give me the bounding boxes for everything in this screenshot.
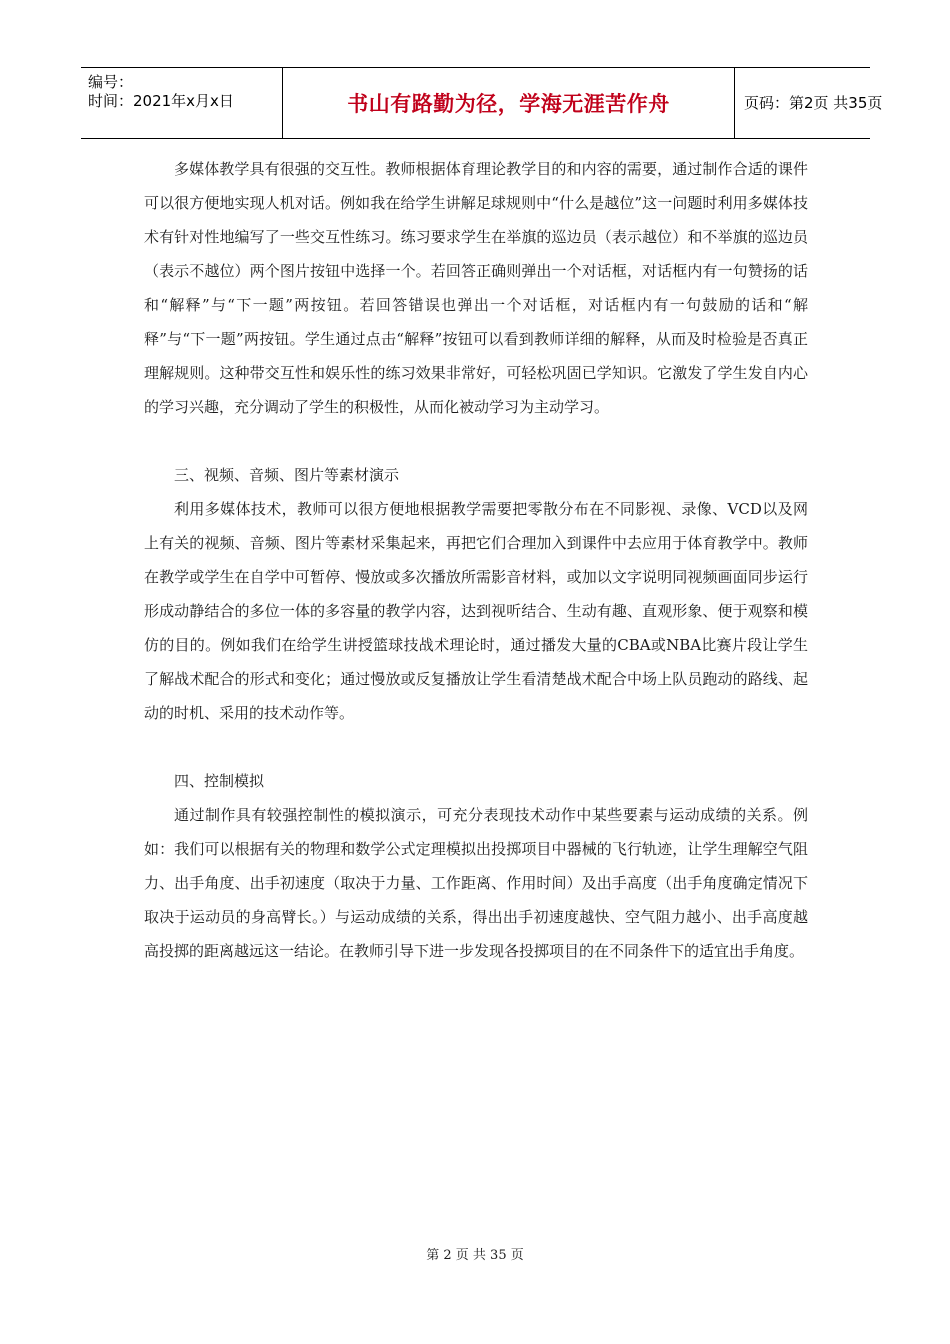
page-header: [81, 67, 883, 139]
header-page-info: 页码：第2页 共35页: [744, 94, 883, 112]
header-motto-cell: [283, 68, 735, 138]
header-motto: 书山有路勤为径，学海无涯苦作舟: [347, 92, 670, 116]
paragraph-spacer: [144, 730, 808, 764]
document-body: [144, 152, 808, 968]
document-number-label: 编号：: [88, 73, 134, 91]
section-heading-simulation: 四、控制模拟: [174, 772, 265, 790]
paragraph-spacer: [144, 424, 808, 458]
header-page-cell: [735, 68, 883, 138]
section-heading-media: 三、视频、音频、图片等素材演示: [174, 466, 400, 484]
paragraph-media: 利用多媒体技术，教师可以很方便地根据教学需要把零散分布在不同影视、录像、VCD以及网上有关的视频、音频、图片等素材采集起来，再把它们合理加入到课件中去应用于体育教学中。教师在教学或学生在自学中可暂停、慢放或多次播放所需影音材料，或加以文字说明同视频画面同步运行形成动静结合的多位一体的多容量的教学内容，达到视听结合、生动有趣、直观形象、便于观察和模仿的目的。例如我们在给学生讲授篮球技战术理论时，通过播发大量的CBA或NBA比赛片段让学生了解战术配合的形式和变化；通过慢放或反复播放让学生看清楚战术配合中场上队员跑动的路线、起动的时机、采用的技术动作等。: [144, 500, 808, 722]
paragraph-interactivity: 多媒体教学具有很强的交互性。教师根据体育理论教学目的和内容的需要，通过制作合适的课件可以很方便地实现人机对话。例如我在给学生讲解足球规则中“什么是越位”这一问题时利用多媒体技术有针对性地编写了一些交互性练习。练习要求学生在举旗的巡边员（表示越位）和不举旗的巡边员（表示不越位）两个图片按钮中选择一个。若回答正确则弹出一个对话框，对话框内有一句赞扬的话和“解释”与“下一题”两按钮。若回答错误也弹出一个对话框，对话框内有一句鼓励的话和“解释”与“下一题”两按钮。学生通过点击“解释”按钮可以看到教师详细的解释，从而及时检验是否真正理解规则。这种带交互性和娱乐性的练习效果非常好，可轻松巩固已学知识。它激发了学生发自内心的学习兴趣，充分调动了学生的积极性，从而化被动学习为主动学习。: [144, 160, 808, 416]
page-footer: 第 2 页 共 35 页: [426, 1248, 524, 1263]
paragraph-simulation: 通过制作具有较强控制性的模拟演示，可充分表现技术动作中某些要素与运动成绩的关系。例如：我们可以根据有关的物理和数学公式定理模拟出投掷项目中器械的飞行轨迹，让学生理解空气阻力、出手角度、出手初速度（取决于力量、工作距离、作用时间）及出手高度（出手角度确定情况下取决于运动员的身高臂长。）与运动成绩的关系，得出出手初速度越快、空气阻力越小、出手高度越高投掷的距离越远这一结论。在教师引导下进一步发现各投掷项目的在不同条件下的适宜出手角度。: [144, 806, 808, 960]
document-date-label: 时间：2021年x月x日: [88, 92, 234, 110]
header-meta-cell: [81, 68, 283, 138]
